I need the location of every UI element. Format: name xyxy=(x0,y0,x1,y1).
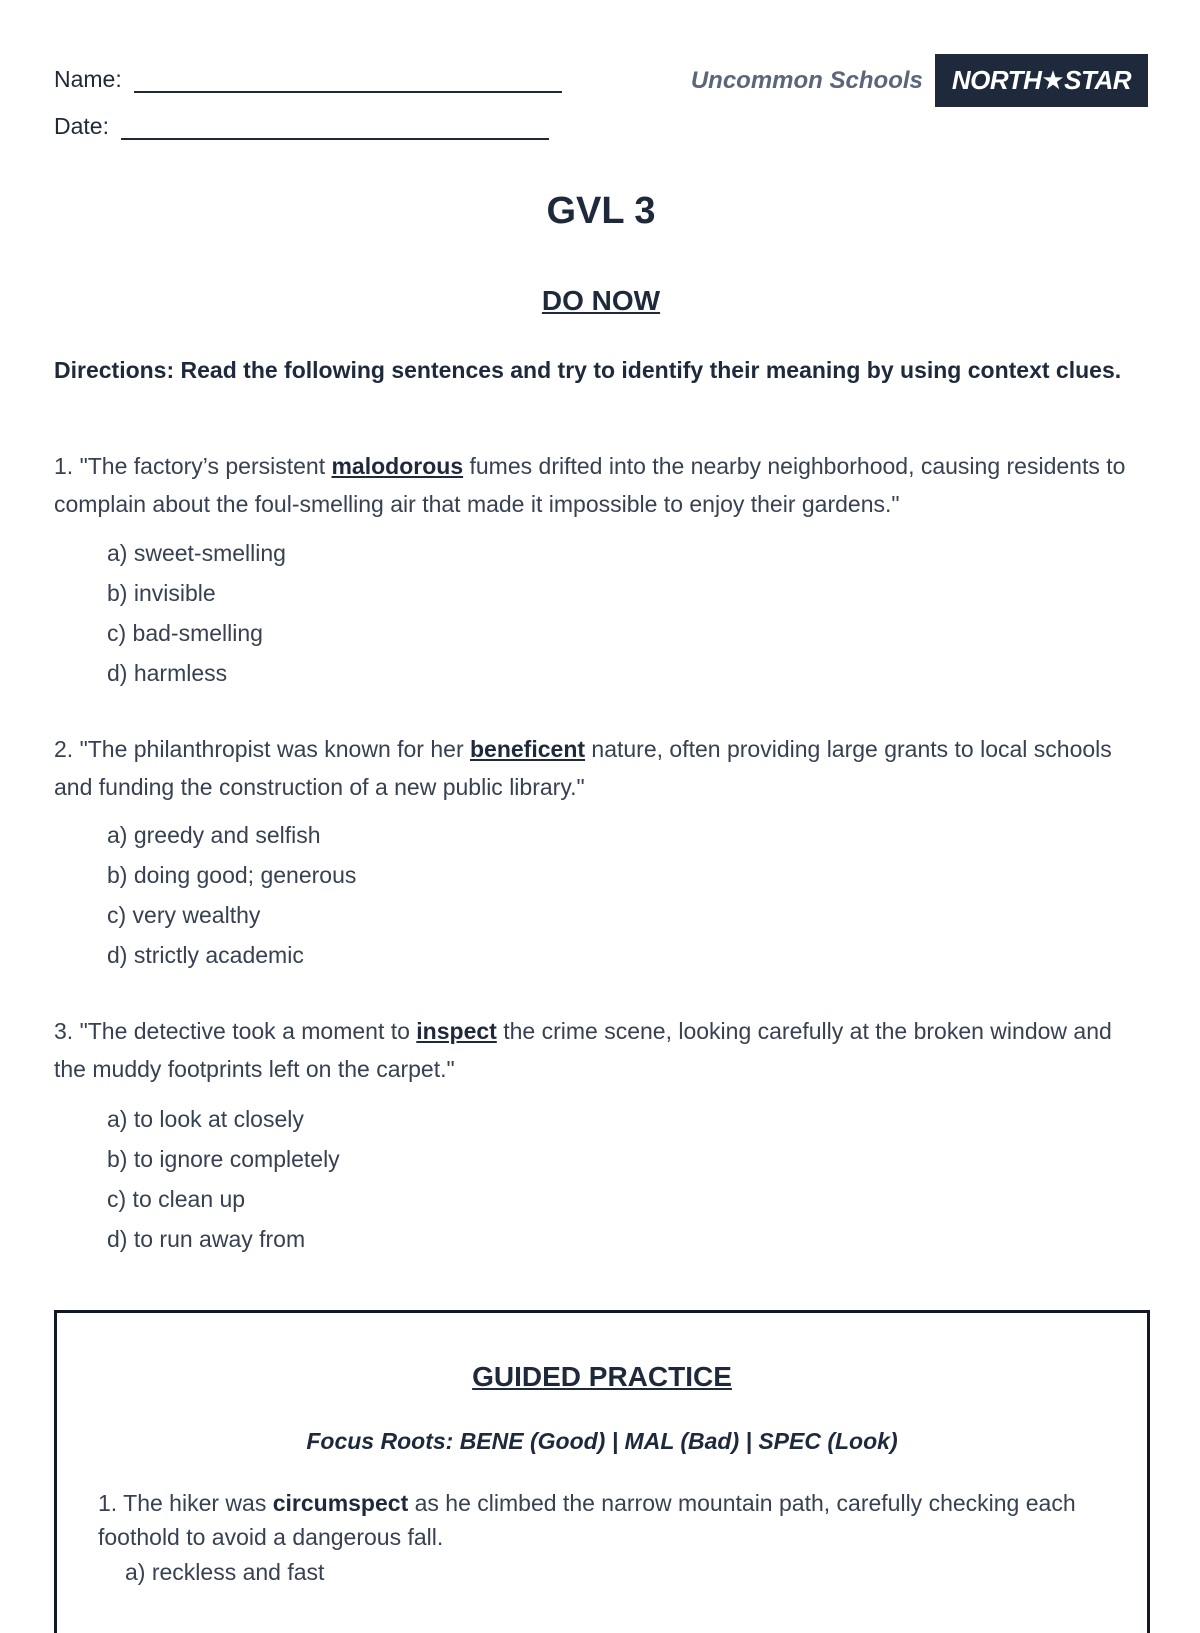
name-row xyxy=(54,66,562,93)
option-3b[interactable]: b) to ignore completely xyxy=(107,1146,340,1172)
question-3-text-before: 3. "The detective took a moment to xyxy=(54,1018,417,1044)
guided-question-1-text-before: 1. The hiker was xyxy=(98,1490,273,1516)
question-1 xyxy=(54,447,1148,523)
option-3c[interactable]: c) to clean up xyxy=(107,1186,246,1212)
guided-practice-heading: GUIDED PRACTICE xyxy=(472,1361,732,1392)
question-3-text-after: the crime scene, looking carefully at the broken window and the muddy footprints left on the carpet." xyxy=(54,1018,1112,1082)
guided-question-1-vocab-word: circumspect xyxy=(272,1490,409,1516)
org-name: Uncommon Schools xyxy=(690,66,923,94)
option-3d[interactable]: d) to run away from xyxy=(107,1226,306,1252)
guided-option-1a[interactable]: a) reckless and fast xyxy=(125,1559,325,1585)
date-row xyxy=(54,113,549,140)
page-title: GVL 3 xyxy=(546,190,656,232)
question-3-options xyxy=(107,1099,340,1259)
option-3a[interactable]: a) to look at closely xyxy=(107,1106,304,1132)
brand-header xyxy=(691,54,1148,107)
question-2-vocab-word: beneficent xyxy=(470,736,586,762)
guided-question-1-text-after: as he climbed the narrow mountain path, carefully checking each foothold to avoid a dangerous fall. xyxy=(98,1490,1076,1550)
question-2 xyxy=(54,730,1148,806)
question-1-vocab-word: malodorous xyxy=(331,453,464,479)
worksheet-page xyxy=(54,0,1148,1600)
date-label: Date: xyxy=(54,113,109,139)
focus-roots: Focus Roots: BENE (Good) | MAL (Bad) | SPEC (Look) xyxy=(306,1428,898,1454)
name-field[interactable] xyxy=(134,67,562,93)
option-1d[interactable]: d) harmless xyxy=(107,660,228,686)
question-2-options xyxy=(107,815,356,975)
date-field[interactable] xyxy=(121,114,549,140)
do-now-heading: DO NOW xyxy=(541,285,661,316)
question-2-text-after: nature, often providing large grants to local schools and funding the construction of a new public library." xyxy=(54,736,1112,800)
question-1-options xyxy=(107,533,286,693)
question-1-text-after: fumes drifted into the nearby neighborhood, causing residents to complain about the foul-smelling air that made it impossible to enjoy their gardens." xyxy=(54,453,1126,517)
northstar-logo: NORTH★STAR xyxy=(935,54,1148,107)
option-2a[interactable]: a) greedy and selfish xyxy=(107,822,321,848)
option-2b[interactable]: b) doing good; generous xyxy=(107,862,357,888)
question-3 xyxy=(54,1012,1148,1088)
option-1b[interactable]: b) invisible xyxy=(107,580,216,606)
guided-practice-box xyxy=(54,1310,1150,1633)
question-2-text-before: 2. "The philanthropist was known for her xyxy=(54,736,470,762)
guided-question-1 xyxy=(98,1486,1108,1554)
question-1-text-before: 1. "The factory’s persistent xyxy=(54,453,332,479)
option-2c[interactable]: c) very wealthy xyxy=(107,902,261,928)
directions-text: Directions: Read the following sentences and try to identify their meaning by using context clues. xyxy=(54,357,1122,383)
name-label: Name: xyxy=(54,66,122,92)
question-3-vocab-word: inspect xyxy=(416,1018,497,1044)
option-1a[interactable]: a) sweet-smelling xyxy=(107,540,286,566)
option-2d[interactable]: d) strictly academic xyxy=(107,942,304,968)
option-1c[interactable]: c) bad-smelling xyxy=(107,620,263,646)
